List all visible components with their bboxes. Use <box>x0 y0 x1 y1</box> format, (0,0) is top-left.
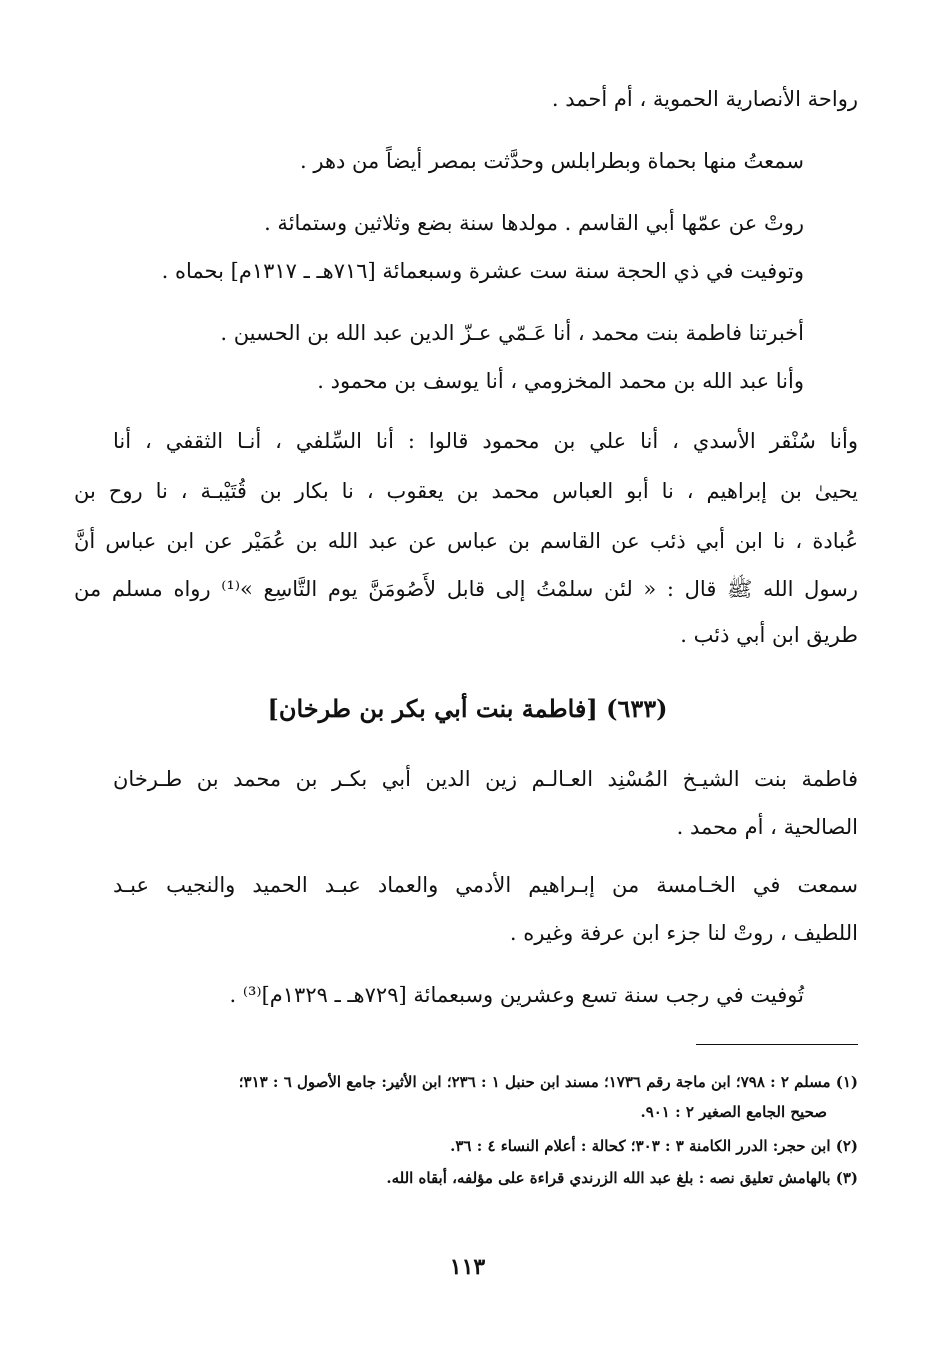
entry-heading: (٦٣٣) [فاطمة بنت أبي بكر بن طرخان] <box>267 694 668 723</box>
footnote: صحيح الجامع الصغير ٢ : ٩٠١. <box>640 1103 827 1121</box>
footnote: (٣) بالهامش تعليق نصه : بلغ عبد الله الزرندي قراءة على مؤلفه، أبقاه الله. <box>386 1169 858 1187</box>
text-line: أخبرتنا فاطمة بنت محمد ، أنا عَـمّي عـزّ الدين عبد الله بن الحسين . <box>220 321 804 345</box>
footnote-separator <box>696 1044 858 1045</box>
text-line: فاطمة بنت الشيـخ المُسْنِد العـالـم زين الدين أبي بكـر بن محمد بن طـرخان <box>113 767 858 791</box>
footnote: (١) مسلم ٢ : ٧٩٨؛ ابن ماجة رقم ١٧٣٦؛ مسند ابن حنبل ١ : ٢٣٦؛ ابن الأثير: جامع الأصول ٦ : ٣١٣؛ <box>238 1073 858 1091</box>
text-line: وأنا سُنْقر الأسدي ، أنا علي بن محمود قالوا : أنا السِّلفي ، أنـا الثقفي ، أنا <box>113 429 858 453</box>
text-line: سمعت في الخـامسة من إبـراهيم الأدمي والعماد عبـد الحميد والنجيب عبـد <box>113 873 858 897</box>
text-line: روتْ عن عمّها أبي القاسم . مولدها سنة بضع وثلاثين وستمائة . <box>264 211 804 235</box>
text-line: سمعتُ منها بحماة وبطرابلس وحدَّثت بمصر أيضاً من دهر . <box>300 149 804 173</box>
text-line: اللطيف ، روتْ لنا جزء ابن عرفة وغيره . <box>509 921 858 945</box>
text-line: الصالحية ، أم محمد . <box>676 815 858 839</box>
text-line: رواحة الأنصارية الحموية ، أم أحمد . <box>551 87 858 111</box>
text-line: تُوفيت في رجب سنة تسع وعشرين وسبعمائة [٧٢٩هـ ـ ١٣٢٩م]⁽³⁾ . <box>229 983 804 1007</box>
text-line: طريق ابن أبي ذئب . <box>680 623 858 647</box>
footnote: (٢) ابن حجر: الدرر الكامنة ٣ : ٣٠٣؛ كحالة : أعلام النساء ٤ : ٣٦. <box>450 1137 858 1155</box>
text-line: رسول الله ﷺ قال : « لئن سلمْتُ إلى قابل لأَصُومَنَّ يوم التَّاسِع »⁽¹⁾ رواه مسلم من <box>74 577 859 601</box>
page-number: ١١٣ <box>449 1254 486 1280</box>
text-line: وأنا عبد الله بن محمد المخزومي ، أنا يوسف بن محمود . <box>317 369 804 393</box>
text-line: وتوفيت في ذي الحجة سنة ست عشرة وسبعمائة [٧١٦هـ ـ ١٣١٧م] بحماه . <box>161 259 804 283</box>
text-line: يحيىٰ بن إبراهيم ، نا أبو العباس محمد بن يعقوب ، نا بكار بن قُتَيْبـة ، نا روح بن <box>74 479 858 503</box>
text-line: عُبادة ، نا ابن أبي ذئب عن القاسم بن عباس عن عبد الله بن عُمَيْر عن ابن عباس أنَّ <box>74 529 858 553</box>
